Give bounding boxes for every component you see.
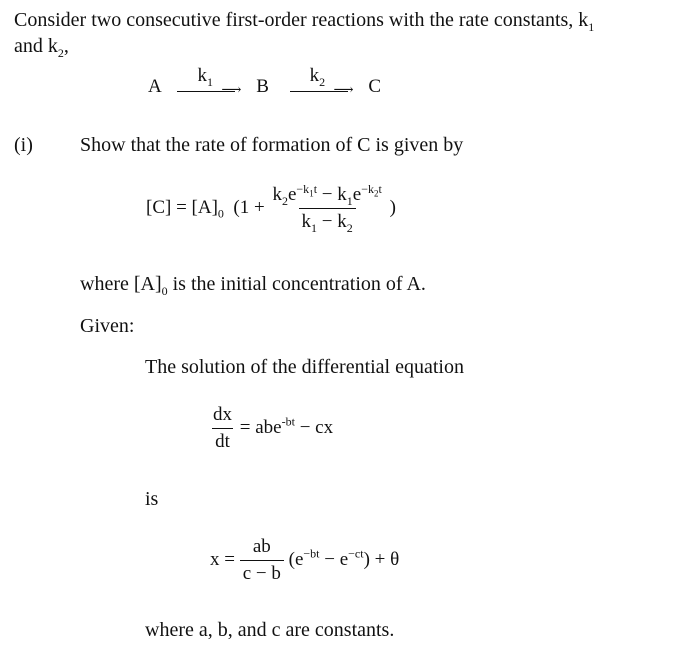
rate-k2 — [310, 65, 326, 87]
eq3-rhs2: − e — [319, 548, 349, 570]
equation-solution — [210, 536, 399, 585]
eq2-rhs2: − cx — [294, 416, 334, 438]
where1-pre: where [A] — [80, 273, 162, 295]
eq2-numerator: dx — [213, 404, 232, 425]
eq2-denominator: dt — [212, 428, 233, 453]
eq1-num-e2: e — [352, 184, 362, 205]
where-initial-concentration — [80, 272, 426, 296]
eq1-exp2-sub: 2 — [373, 188, 379, 199]
eq1-lhs-sub: 0 — [217, 206, 224, 221]
equation-differential — [210, 404, 333, 453]
k1-subscript: 1 — [588, 20, 595, 34]
eq1-exp1-sub: 1 — [309, 188, 314, 199]
where-constants: where a, b, and c are constants. — [145, 619, 395, 641]
intro-text: Consider two consecutive first-order reactions with the rate constants, k — [14, 9, 589, 31]
eq3-exp2: −ct — [348, 546, 364, 561]
arrow-k2 — [290, 64, 354, 99]
eq1-num-k1: k — [337, 184, 347, 205]
eq1-den-k1-sub: 1 — [311, 220, 318, 235]
eq1-den-k2-sub: 2 — [346, 220, 353, 235]
eq1-fraction — [269, 181, 384, 235]
eq3-rhs3: ) + θ — [363, 548, 400, 570]
eq1-num-minus: − — [317, 184, 338, 205]
eq3-exp1: −bt — [303, 546, 320, 561]
solution-text: The solution of the differential equation — [145, 356, 464, 378]
where1-post: is the initial concentration of A. — [167, 273, 426, 295]
eq1-close: ) — [389, 196, 396, 218]
eq1-num-k2: k — [272, 184, 282, 205]
eq2-rhs1: = abe — [235, 416, 282, 438]
eq2-exponent: -bt — [281, 414, 295, 429]
k2-subscript: 2 — [57, 46, 64, 60]
part-label: (i) — [14, 134, 33, 156]
eq3-denominator: c − b — [240, 560, 284, 585]
eq1-lhs: [C] = [A] — [146, 196, 218, 218]
rate-k1 — [197, 65, 213, 87]
reaction-scheme — [148, 64, 382, 99]
k2-letter: k — [309, 64, 320, 86]
equation-concentration-c — [146, 181, 396, 235]
eq1-num-e1: e — [287, 184, 297, 205]
part-text: Show that the rate of formation of C is given by — [80, 134, 464, 156]
arrow-k1 — [177, 64, 242, 99]
arrow-head-icon: ⟶ — [221, 82, 242, 98]
species-c: C — [368, 76, 382, 97]
eq1-num-k1-sub: 1 — [346, 193, 353, 208]
k1-sub: 1 — [206, 74, 213, 89]
eq1-exp2: −k — [361, 181, 374, 196]
eq3-fraction — [240, 536, 284, 585]
k2-sub: 2 — [319, 74, 326, 89]
eq1-exp2-t: t — [378, 181, 382, 196]
eq1-exp1-t: t — [313, 181, 318, 196]
where1-sub: 0 — [161, 284, 168, 298]
eq3-rhs1: (e — [283, 548, 304, 570]
given-label: Given: — [80, 315, 135, 337]
eq1-numerator — [269, 181, 384, 208]
eq3-lhs: x = — [210, 548, 240, 570]
species-a: A — [148, 76, 161, 97]
eq1-num-k2-sub: 2 — [281, 193, 288, 208]
eq3-numerator: ab — [252, 536, 271, 557]
eq1-den-k2: − k — [317, 211, 347, 232]
is-text: is — [145, 488, 159, 510]
intro-line-2 — [14, 34, 69, 58]
eq1-denominator — [299, 208, 356, 233]
eq2-fraction — [210, 404, 235, 453]
intro-text-2: and k — [14, 35, 58, 57]
arrow-head-icon: ⟶ — [333, 82, 354, 98]
species-b: B — [256, 76, 269, 97]
k1-letter: k — [197, 64, 207, 86]
intro-comma: , — [63, 35, 69, 57]
eq1-den-k1: k — [301, 211, 312, 232]
intro-line-1 — [14, 8, 594, 32]
eq1-open: (1 + — [223, 196, 265, 218]
eq1-exp1: −k — [296, 181, 310, 196]
